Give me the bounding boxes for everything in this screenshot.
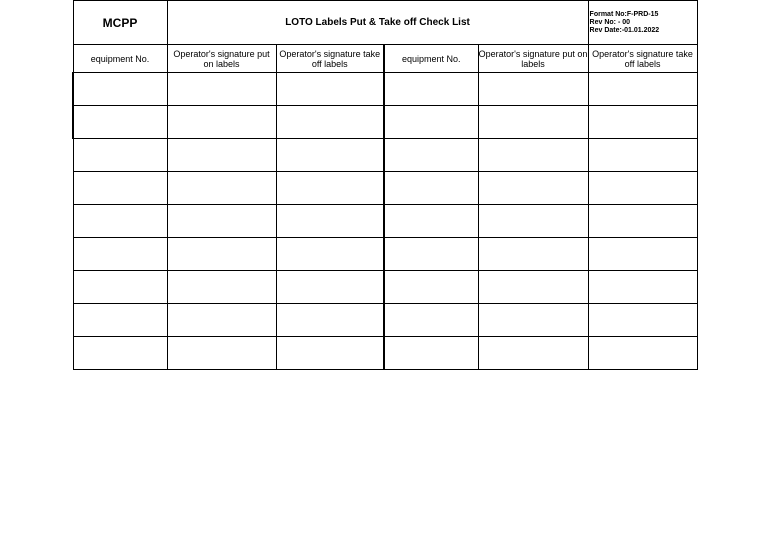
table-cell[interactable] (167, 205, 276, 238)
table-cell[interactable] (167, 337, 276, 370)
table-cell[interactable] (167, 238, 276, 271)
table-cell[interactable] (73, 337, 167, 370)
table-cell[interactable] (276, 139, 384, 172)
org-name: MCPP (73, 1, 167, 45)
table-row (73, 337, 697, 370)
table-cell[interactable] (588, 73, 697, 106)
table-cell[interactable] (478, 73, 588, 106)
table-cell[interactable] (276, 73, 384, 106)
table-cell[interactable] (73, 139, 167, 172)
table-cell[interactable] (73, 304, 167, 337)
column-header-equipment-1: equipment No. (73, 45, 167, 73)
table-cell[interactable] (478, 172, 588, 205)
table-cell[interactable] (73, 271, 167, 304)
table-cell[interactable] (384, 238, 478, 271)
table-cell[interactable] (73, 238, 167, 271)
table-cell[interactable] (276, 106, 384, 139)
column-header-take-off-2: Operator's signature take off labels (588, 45, 697, 73)
format-number: Format No:F-PRD-15 (589, 10, 659, 18)
revision-date: Rev Date:-01.01.2022 (589, 26, 660, 34)
table-cell[interactable] (384, 106, 478, 139)
table-cell[interactable] (384, 172, 478, 205)
column-header-take-off-1: Operator's signature take off labels (276, 45, 384, 73)
table-cell[interactable] (276, 271, 384, 304)
table-cell[interactable] (167, 172, 276, 205)
revision-number: Rev No: - 00 (589, 18, 631, 26)
table-cell[interactable] (73, 73, 167, 106)
table-cell[interactable] (276, 337, 384, 370)
column-header-put-on-2: Operator's signature put on labels (478, 45, 588, 73)
table-row (73, 271, 697, 304)
table-cell[interactable] (588, 337, 697, 370)
table-row (73, 205, 697, 238)
table-cell[interactable] (384, 205, 478, 238)
column-header-row (73, 45, 697, 73)
table-cell[interactable] (276, 172, 384, 205)
table-cell[interactable] (167, 271, 276, 304)
table-row (73, 73, 697, 106)
table-cell[interactable] (167, 73, 276, 106)
table-cell[interactable] (73, 106, 167, 139)
table-body (73, 73, 697, 370)
table-cell[interactable] (384, 73, 478, 106)
table-cell[interactable] (167, 304, 276, 337)
table-cell[interactable] (478, 205, 588, 238)
table-cell[interactable] (478, 337, 588, 370)
table-cell[interactable] (384, 271, 478, 304)
title-row (73, 1, 697, 45)
table-row (73, 304, 697, 337)
table-row (73, 172, 697, 205)
table-cell[interactable] (478, 238, 588, 271)
table-cell[interactable] (384, 139, 478, 172)
loto-checklist-table (72, 0, 698, 370)
table-cell[interactable] (384, 304, 478, 337)
table-cell[interactable] (276, 304, 384, 337)
table-cell[interactable] (276, 238, 384, 271)
table-row (73, 106, 697, 139)
table-cell[interactable] (588, 205, 697, 238)
format-info (588, 1, 697, 45)
table-cell[interactable] (73, 172, 167, 205)
table-cell[interactable] (478, 271, 588, 304)
table-cell[interactable] (588, 271, 697, 304)
table-cell[interactable] (478, 304, 588, 337)
table-cell[interactable] (167, 106, 276, 139)
table-cell[interactable] (478, 106, 588, 139)
form-title: LOTO Labels Put & Take off Check List (167, 1, 588, 45)
table-cell[interactable] (276, 205, 384, 238)
table-cell[interactable] (588, 238, 697, 271)
table-cell[interactable] (478, 139, 588, 172)
table-row (73, 238, 697, 271)
table-cell[interactable] (588, 304, 697, 337)
table-cell[interactable] (73, 205, 167, 238)
column-header-put-on-1: Operator's signature put on labels (167, 45, 276, 73)
table-cell[interactable] (588, 172, 697, 205)
table-cell[interactable] (588, 106, 697, 139)
table-cell[interactable] (167, 139, 276, 172)
table-cell[interactable] (384, 337, 478, 370)
table-cell[interactable] (588, 139, 697, 172)
table-row (73, 139, 697, 172)
column-header-equipment-2: equipment No. (384, 45, 478, 73)
